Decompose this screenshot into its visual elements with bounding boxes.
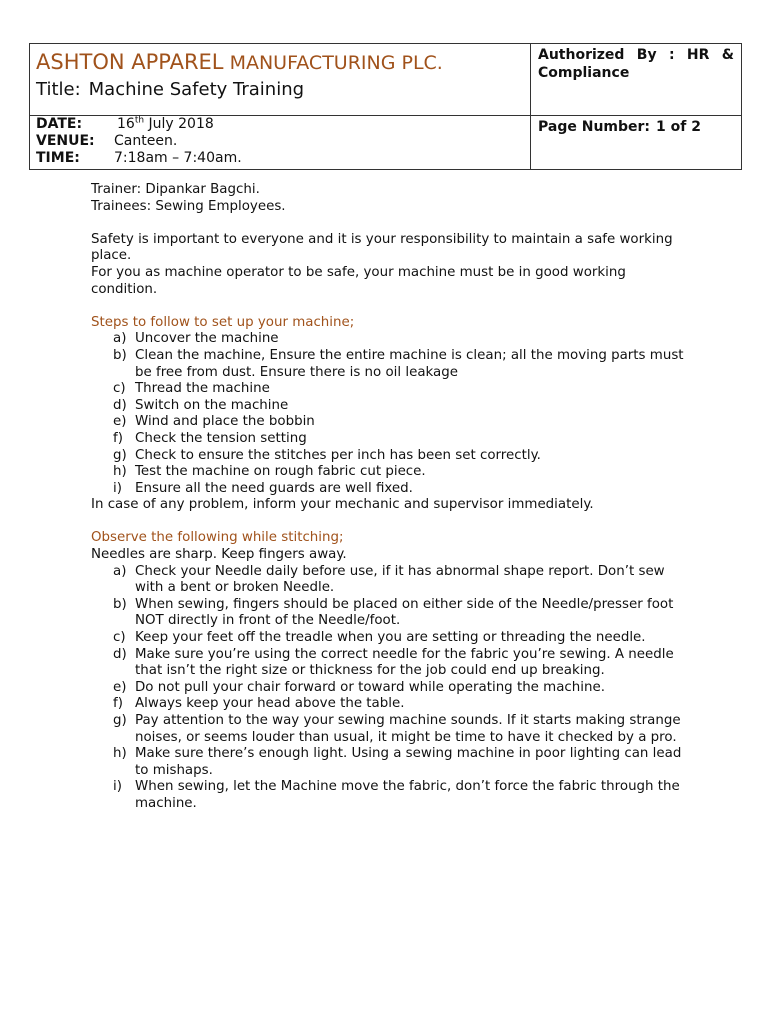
list-item-text: Make sure there’s enough light. Using a sewing machine in poor lighting can lead to mishaps. <box>135 746 682 778</box>
venue-row <box>36 133 530 150</box>
company-name-part1: ASHTON APPAREL <box>36 50 224 74</box>
list-item-text: Uncover the machine <box>135 331 279 347</box>
setup-heading: Steps to follow to set up your machine; <box>91 314 355 330</box>
company-name <box>36 48 530 77</box>
list-marker: d) <box>113 397 127 413</box>
list-marker: h) <box>113 746 127 762</box>
date-row <box>36 116 530 133</box>
list-item <box>91 779 691 812</box>
date-value <box>117 116 214 132</box>
date-rest: July 2018 <box>144 116 214 132</box>
authorized-cell <box>531 44 742 116</box>
list-item-text: Switch on the machine <box>135 397 289 413</box>
trainees-line: Trainees: Sewing Employees. <box>91 198 286 214</box>
venue-value: Canteen. <box>114 133 178 149</box>
stitching-heading: Observe the following while stitching; <box>91 530 344 546</box>
list-item-text: Do not pull your chair forward or toward while operating the machine. <box>135 679 605 695</box>
company-title-cell <box>30 44 531 116</box>
list-item <box>91 696 691 713</box>
list-item <box>91 431 691 448</box>
list-marker: b) <box>113 596 127 612</box>
list-item-text: Check to ensure the stitches per inch has been set correctly. <box>135 447 541 463</box>
list-item <box>91 630 691 647</box>
time-row <box>36 150 530 167</box>
list-item-text: When sewing, let the Machine move the fabric, don’t force the fabric through the machine. <box>135 779 680 811</box>
page-number-cell <box>531 116 742 170</box>
list-item <box>91 464 691 481</box>
problem-note: In case of any problem, inform your mechanic and supervisor immediately. <box>91 497 594 513</box>
list-marker: i) <box>113 779 122 795</box>
list-marker: g) <box>113 713 127 728</box>
date-label: DATE: <box>36 116 83 132</box>
document-title <box>36 77 530 103</box>
setup-steps-list <box>91 331 691 497</box>
list-item-text: Check your Needle daily before use, if it has abnormal shape report. Don’t sew with a bent or broken Needle. <box>135 563 665 596</box>
list-marker: f) <box>113 430 123 446</box>
list-marker: a) <box>113 563 127 579</box>
list-item-text: Check the tension setting <box>135 430 307 446</box>
list-marker: h) <box>113 464 127 480</box>
document-body <box>91 182 691 813</box>
needles-note: Needles are sharp. Keep fingers away. <box>91 547 347 563</box>
list-marker: f) <box>113 696 123 712</box>
date-day: 16 <box>117 116 135 132</box>
list-item <box>91 564 691 597</box>
page-number-label: Page Number: <box>538 119 651 135</box>
list-item <box>91 647 691 680</box>
title-label: Title: <box>36 79 81 100</box>
list-item-text: When sewing, fingers should be placed on either side of the Needle/presser foot NOT directly in front of the Needle/foot. <box>135 596 674 629</box>
list-item-text: Ensure all the need guards are well fixed. <box>135 480 413 496</box>
list-item <box>91 348 691 381</box>
list-item <box>91 381 691 398</box>
list-item <box>91 746 691 779</box>
header-table <box>29 43 742 170</box>
list-marker: e) <box>113 679 127 695</box>
stitching-steps-list <box>91 564 691 813</box>
list-marker: c) <box>113 381 126 397</box>
list-item-text: Test the machine on rough fabric cut piece. <box>135 464 426 480</box>
list-item-text: Pay attention to the way your sewing machine sounds. If it starts making strange noises, or seems louder than usual, it might be time to have it checked by a pro. <box>135 713 681 745</box>
meta-cell <box>30 116 531 170</box>
list-item-text: Thread the machine <box>135 381 270 397</box>
trainer-line: Trainer: Dipankar Bagchi. <box>91 182 260 197</box>
list-item <box>91 680 691 697</box>
list-item <box>91 597 691 630</box>
time-label: TIME: <box>36 150 80 166</box>
list-marker: c) <box>113 630 126 646</box>
title-value: Machine Safety Training <box>88 79 305 100</box>
list-item <box>91 331 691 348</box>
list-marker: d) <box>113 646 127 662</box>
list-marker: g) <box>113 447 127 463</box>
list-item <box>91 481 691 498</box>
list-item <box>91 398 691 415</box>
page-number <box>538 118 741 136</box>
list-item <box>91 713 691 746</box>
list-marker: b) <box>113 347 127 363</box>
page-number-value: 1 of 2 <box>656 119 701 135</box>
list-marker: a) <box>113 331 127 347</box>
list-item-text: Make sure you’re using the correct needle for the fabric you’re sewing. A needle that isn’t the right size or thickness for the job could end up breaking. <box>135 646 674 679</box>
list-marker: i) <box>113 480 122 496</box>
list-item-text: Wind and place the bobbin <box>135 414 315 430</box>
intro-paragraph-2: For you as machine operator to be safe, your machine must be in good working condition. <box>91 264 626 297</box>
time-value: 7:18am – 7:40am. <box>114 150 242 166</box>
authorized-by: Authorized By : HR & Compliance <box>538 47 734 81</box>
list-item <box>91 414 691 431</box>
date-suffix: th <box>134 115 145 126</box>
list-item-text: Always keep your head above the table. <box>135 696 405 712</box>
list-item-text: Clean the machine, Ensure the entire machine is clean; all the moving parts must be free from dust. Ensure there is no oil leakage <box>135 347 684 380</box>
intro-paragraph-1: Safety is important to everyone and it is your responsibility to maintain a safe working place. <box>91 231 673 264</box>
list-item <box>91 448 691 465</box>
venue-label: VENUE: <box>36 133 95 149</box>
company-name-part2: MANUFACTURING PLC. <box>229 52 443 74</box>
list-item-text: Keep your feet off the treadle when you are setting or threading the needle. <box>135 630 646 646</box>
list-marker: e) <box>113 414 127 430</box>
